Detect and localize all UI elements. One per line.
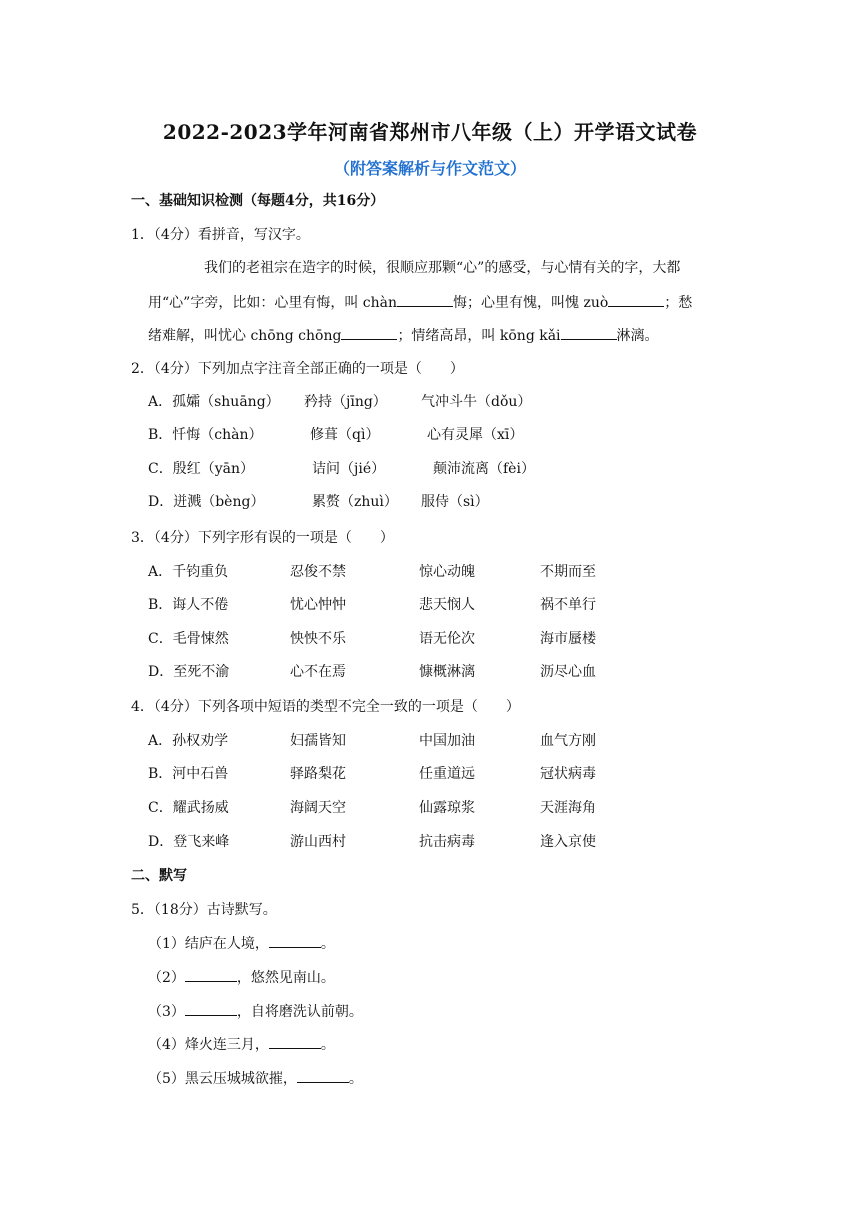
q3-option-c-4: 海市蜃楼 (540, 631, 596, 647)
q3-option-d-2: 心不在焉 (290, 664, 346, 680)
answer-blank[interactable] (269, 1034, 321, 1049)
q2-option-c-2: 诘问（jié） (312, 461, 386, 477)
q3-option-d-3: 慷概淋漓 (419, 664, 475, 680)
page-subtitle: （附答案解析与作文范文） (333, 159, 526, 178)
page-title: 2022-2023学年河南省郑州市八年级（上）开学语文试卷 (162, 120, 698, 144)
answer-blank[interactable] (269, 933, 321, 948)
q1-text: 绪难解，叫忧心 chōng chōng (148, 328, 342, 344)
q3-option-d-4: 沥尽心血 (540, 664, 596, 680)
q3-option-b-4: 祸不单行 (540, 597, 596, 613)
q3-option-c-3: 语无伦次 (419, 631, 475, 647)
answer-blank[interactable] (297, 1068, 349, 1083)
q4-option-a-3: 中国加油 (419, 733, 475, 749)
q5-text: （4）烽火连三月， (148, 1037, 269, 1053)
q4-option-d-3: 抗击病毒 (419, 834, 475, 850)
q1-text: 用“心”字旁，比如：心里有悔，叫 chàn (148, 295, 397, 311)
question-1-passage-line-2 (148, 292, 692, 313)
section-heading-2: 二、默写 (131, 868, 187, 884)
section-heading-1: 一、基础知识检测（每题4分，共16分） (131, 193, 385, 209)
q4-option-c-4: 天涯海角 (540, 800, 596, 816)
q5-line-1 (148, 933, 335, 954)
q5-line-3 (148, 1001, 363, 1022)
q2-option-d-1: D．迸溅（bèng） (148, 494, 265, 510)
question-5-stem: 5．（18分）古诗默写。 (131, 902, 277, 918)
q2-option-a-1: A．孤孀（shuāng） (148, 394, 280, 410)
q1-text: ；愁 (664, 295, 693, 311)
q5-text: 。 (320, 936, 335, 952)
q4-option-c-1: C．耀武扬威 (148, 800, 229, 816)
answer-blank[interactable] (341, 325, 397, 340)
answer-blank[interactable] (185, 967, 237, 982)
q2-option-a-3: 气冲斗牛（dǒu） (421, 394, 532, 410)
q1-text: 悔；心里有愧，叫愧 zuò (453, 295, 609, 311)
question-4-stem: 4．（4分）下列各项中短语的类型不完全一致的一项是（ ） (131, 699, 520, 715)
answer-blank[interactable] (397, 292, 453, 307)
q5-text: （2） (148, 970, 185, 986)
q2-option-b-2: 修葺（qì） (310, 427, 380, 443)
q3-option-b-3: 悲天悯人 (419, 597, 475, 613)
question-1-passage-line-3 (148, 325, 659, 346)
question-2-stem: 2．（4分）下列加点字注音全部正确的一项是（ ） (131, 361, 464, 377)
q3-option-a-1: A．千钧重负 (148, 564, 229, 580)
q2-option-b-3: 心有灵犀（xī） (427, 427, 524, 443)
q5-text: （1）结庐在人境， (148, 936, 269, 952)
q3-option-b-2: 忧心忡忡 (290, 597, 346, 613)
q2-option-b-1: B．忏悔（chàn） (148, 427, 263, 443)
q3-option-b-1: B．诲人不倦 (148, 597, 229, 613)
answer-blank[interactable] (185, 1001, 237, 1016)
q2-option-c-1: C．殷红（yān） (148, 461, 254, 477)
q4-option-c-2: 海阔天空 (290, 800, 346, 816)
q2-option-d-3: 服侍（sì） (421, 494, 489, 510)
q3-option-c-2: 怏怏不乐 (290, 631, 346, 647)
q5-text: 。 (320, 1037, 335, 1053)
q5-line-5 (148, 1068, 363, 1089)
q4-option-d-2: 游山西村 (290, 834, 346, 850)
q3-option-d-1: D．至死不渝 (148, 664, 230, 680)
q1-text: ；情绪高昂，叫 kōng kǎi (397, 328, 561, 344)
q5-text: （3） (148, 1004, 185, 1020)
question-1-stem: 1．（4分）看拼音，写汉字。 (131, 227, 310, 243)
q5-text: ，悠然见南山。 (236, 970, 335, 986)
q4-option-b-4: 冠状病毒 (540, 766, 596, 782)
question-3-stem: 3．（4分）下列字形有误的一项是（ ） (131, 530, 394, 546)
q5-line-2 (148, 967, 335, 988)
answer-blank[interactable] (561, 325, 617, 340)
question-1-passage-line-1: 我们的老祖宗在造字的时候，很顺应那颗“心”的感受，与心情有关的字，大都 (204, 260, 681, 276)
q4-option-a-4: 血气方刚 (540, 733, 596, 749)
q5-text: （5）黑云压城城欲摧， (148, 1071, 297, 1087)
q4-option-d-4: 逢入京使 (540, 834, 596, 850)
q4-option-b-3: 任重道远 (419, 766, 475, 782)
q4-option-d-1: D．登飞来峰 (148, 834, 230, 850)
q5-text: 。 (348, 1071, 363, 1087)
q1-text: 淋漓。 (616, 328, 659, 344)
q2-option-c-3: 颠沛流离（fèi） (433, 461, 535, 477)
q2-option-d-2: 累赘（zhuì） (312, 494, 398, 510)
q5-line-4 (148, 1034, 335, 1055)
q5-text: ，自将磨洗认前朝。 (236, 1004, 363, 1020)
q4-option-b-1: B．河中石兽 (148, 766, 229, 782)
q3-option-a-2: 忍俊不禁 (290, 564, 346, 580)
q4-option-a-1: A．孙权劝学 (148, 733, 229, 749)
q4-option-a-2: 妇孺皆知 (290, 733, 346, 749)
q4-option-c-3: 仙露琼浆 (419, 800, 475, 816)
q3-option-c-1: C．毛骨悚然 (148, 631, 229, 647)
q2-option-a-2: 矜持（jīng） (304, 394, 387, 410)
q3-option-a-3: 惊心动魄 (419, 564, 475, 580)
q4-option-b-2: 驿路梨花 (290, 766, 346, 782)
answer-blank[interactable] (608, 292, 664, 307)
q3-option-a-4: 不期而至 (540, 564, 596, 580)
